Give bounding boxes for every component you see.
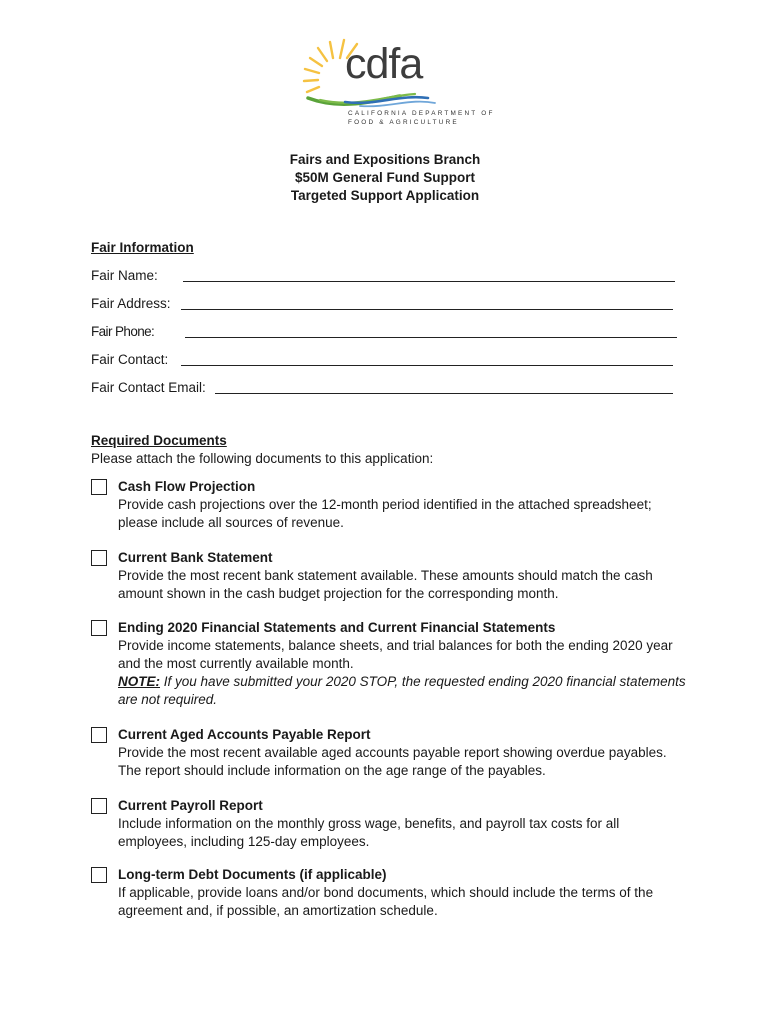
document-item-description: Provide the most recent bank statement available. These amounts should match the cash amount shown in the cash budget projection for the corresponding month.: [118, 568, 653, 601]
fair-name-field[interactable]: [183, 281, 675, 282]
document-item-title: Ending 2020 Financial Statements and Current Financial Statements: [118, 620, 556, 635]
fair-phone-field[interactable]: [185, 337, 677, 338]
document-item-title: Current Bank Statement: [118, 550, 273, 565]
fair-contact-email-field[interactable]: [215, 393, 673, 394]
fair-address-label: Fair Address:: [91, 296, 171, 311]
required-documents-heading: Required Documents: [91, 433, 227, 448]
logo-subtitle-line2: FOOD & AGRICULTURE: [348, 119, 459, 126]
accounts-payable-checkbox[interactable]: [91, 727, 107, 743]
fair-contact-label: Fair Contact:: [91, 352, 169, 367]
title-line-2: $50M General Fund Support: [294, 170, 476, 185]
note-text: If you have submitted your 2020 STOP, the requested ending 2020 financial statements are not required.: [118, 674, 686, 707]
document-item-title: Current Payroll Report: [118, 798, 263, 813]
document-item-description: Include information on the monthly gross wage, benefits, and payroll tax costs for all employees, including 125-day employees.: [118, 816, 620, 849]
document-item-body: [118, 549, 688, 603]
fair-contact-email-label: Fair Contact Email:: [91, 380, 206, 395]
payroll-report-checkbox[interactable]: [91, 798, 107, 814]
document-item-note: [118, 673, 688, 709]
financial-statements-checkbox[interactable]: [91, 620, 107, 636]
fair-information-heading: Fair Information: [91, 240, 194, 255]
document-item-description: Provide cash projections over the 12-month period identified in the attached spreadsheet; please include all sources of revenue.: [118, 497, 652, 530]
fair-contact-field[interactable]: [181, 365, 673, 366]
document-item-body: [118, 726, 688, 780]
fair-contact-row: [91, 352, 677, 370]
document-item-description: Provide the most recent available aged accounts payable report showing overdue payables. The report should include information on the age range of the payables.: [118, 745, 667, 778]
title-line-3: Targeted Support Application: [290, 188, 480, 203]
document-item-body: [118, 866, 688, 920]
document-item-body: [118, 797, 688, 851]
fair-contact-email-row: [91, 380, 677, 398]
document-item-title: Current Aged Accounts Payable Report: [118, 727, 371, 742]
long-term-debt-checkbox[interactable]: [91, 867, 107, 883]
document-item-title: Long-term Debt Documents (if applicable): [118, 867, 387, 882]
document-item-description: If applicable, provide loans and/or bond documents, which should include the terms of the agreement and, if possible, an amortization schedule.: [118, 885, 654, 918]
fair-name-label: Fair Name:: [91, 268, 158, 283]
title-line-1: Fairs and Expositions Branch: [289, 152, 481, 167]
logo-subtitle-line1: CALIFORNIA DEPARTMENT OF: [348, 110, 495, 117]
cdfa-logo: [300, 36, 495, 131]
fair-address-row: [91, 296, 677, 314]
note-label: NOTE:: [118, 674, 160, 689]
document-item-title: Cash Flow Projection: [118, 479, 256, 494]
document-item-body: [118, 619, 688, 709]
fair-phone-row: [91, 324, 677, 342]
document-item-body: [118, 478, 688, 532]
logo-wordmark: cdfa: [345, 40, 423, 88]
bank-statement-checkbox[interactable]: [91, 550, 107, 566]
fair-address-field[interactable]: [181, 309, 673, 310]
fair-name-row: [91, 268, 677, 286]
required-documents-intro: Please attach the following documents to this application:: [91, 451, 434, 466]
document-title: [0, 151, 770, 205]
document-item-description: Provide income statements, balance sheets, and trial balances for both the ending 2020 year and the most currently available month.: [118, 638, 673, 671]
fair-phone-label: Fair Phone:: [91, 324, 155, 339]
cash-flow-checkbox[interactable]: [91, 479, 107, 495]
